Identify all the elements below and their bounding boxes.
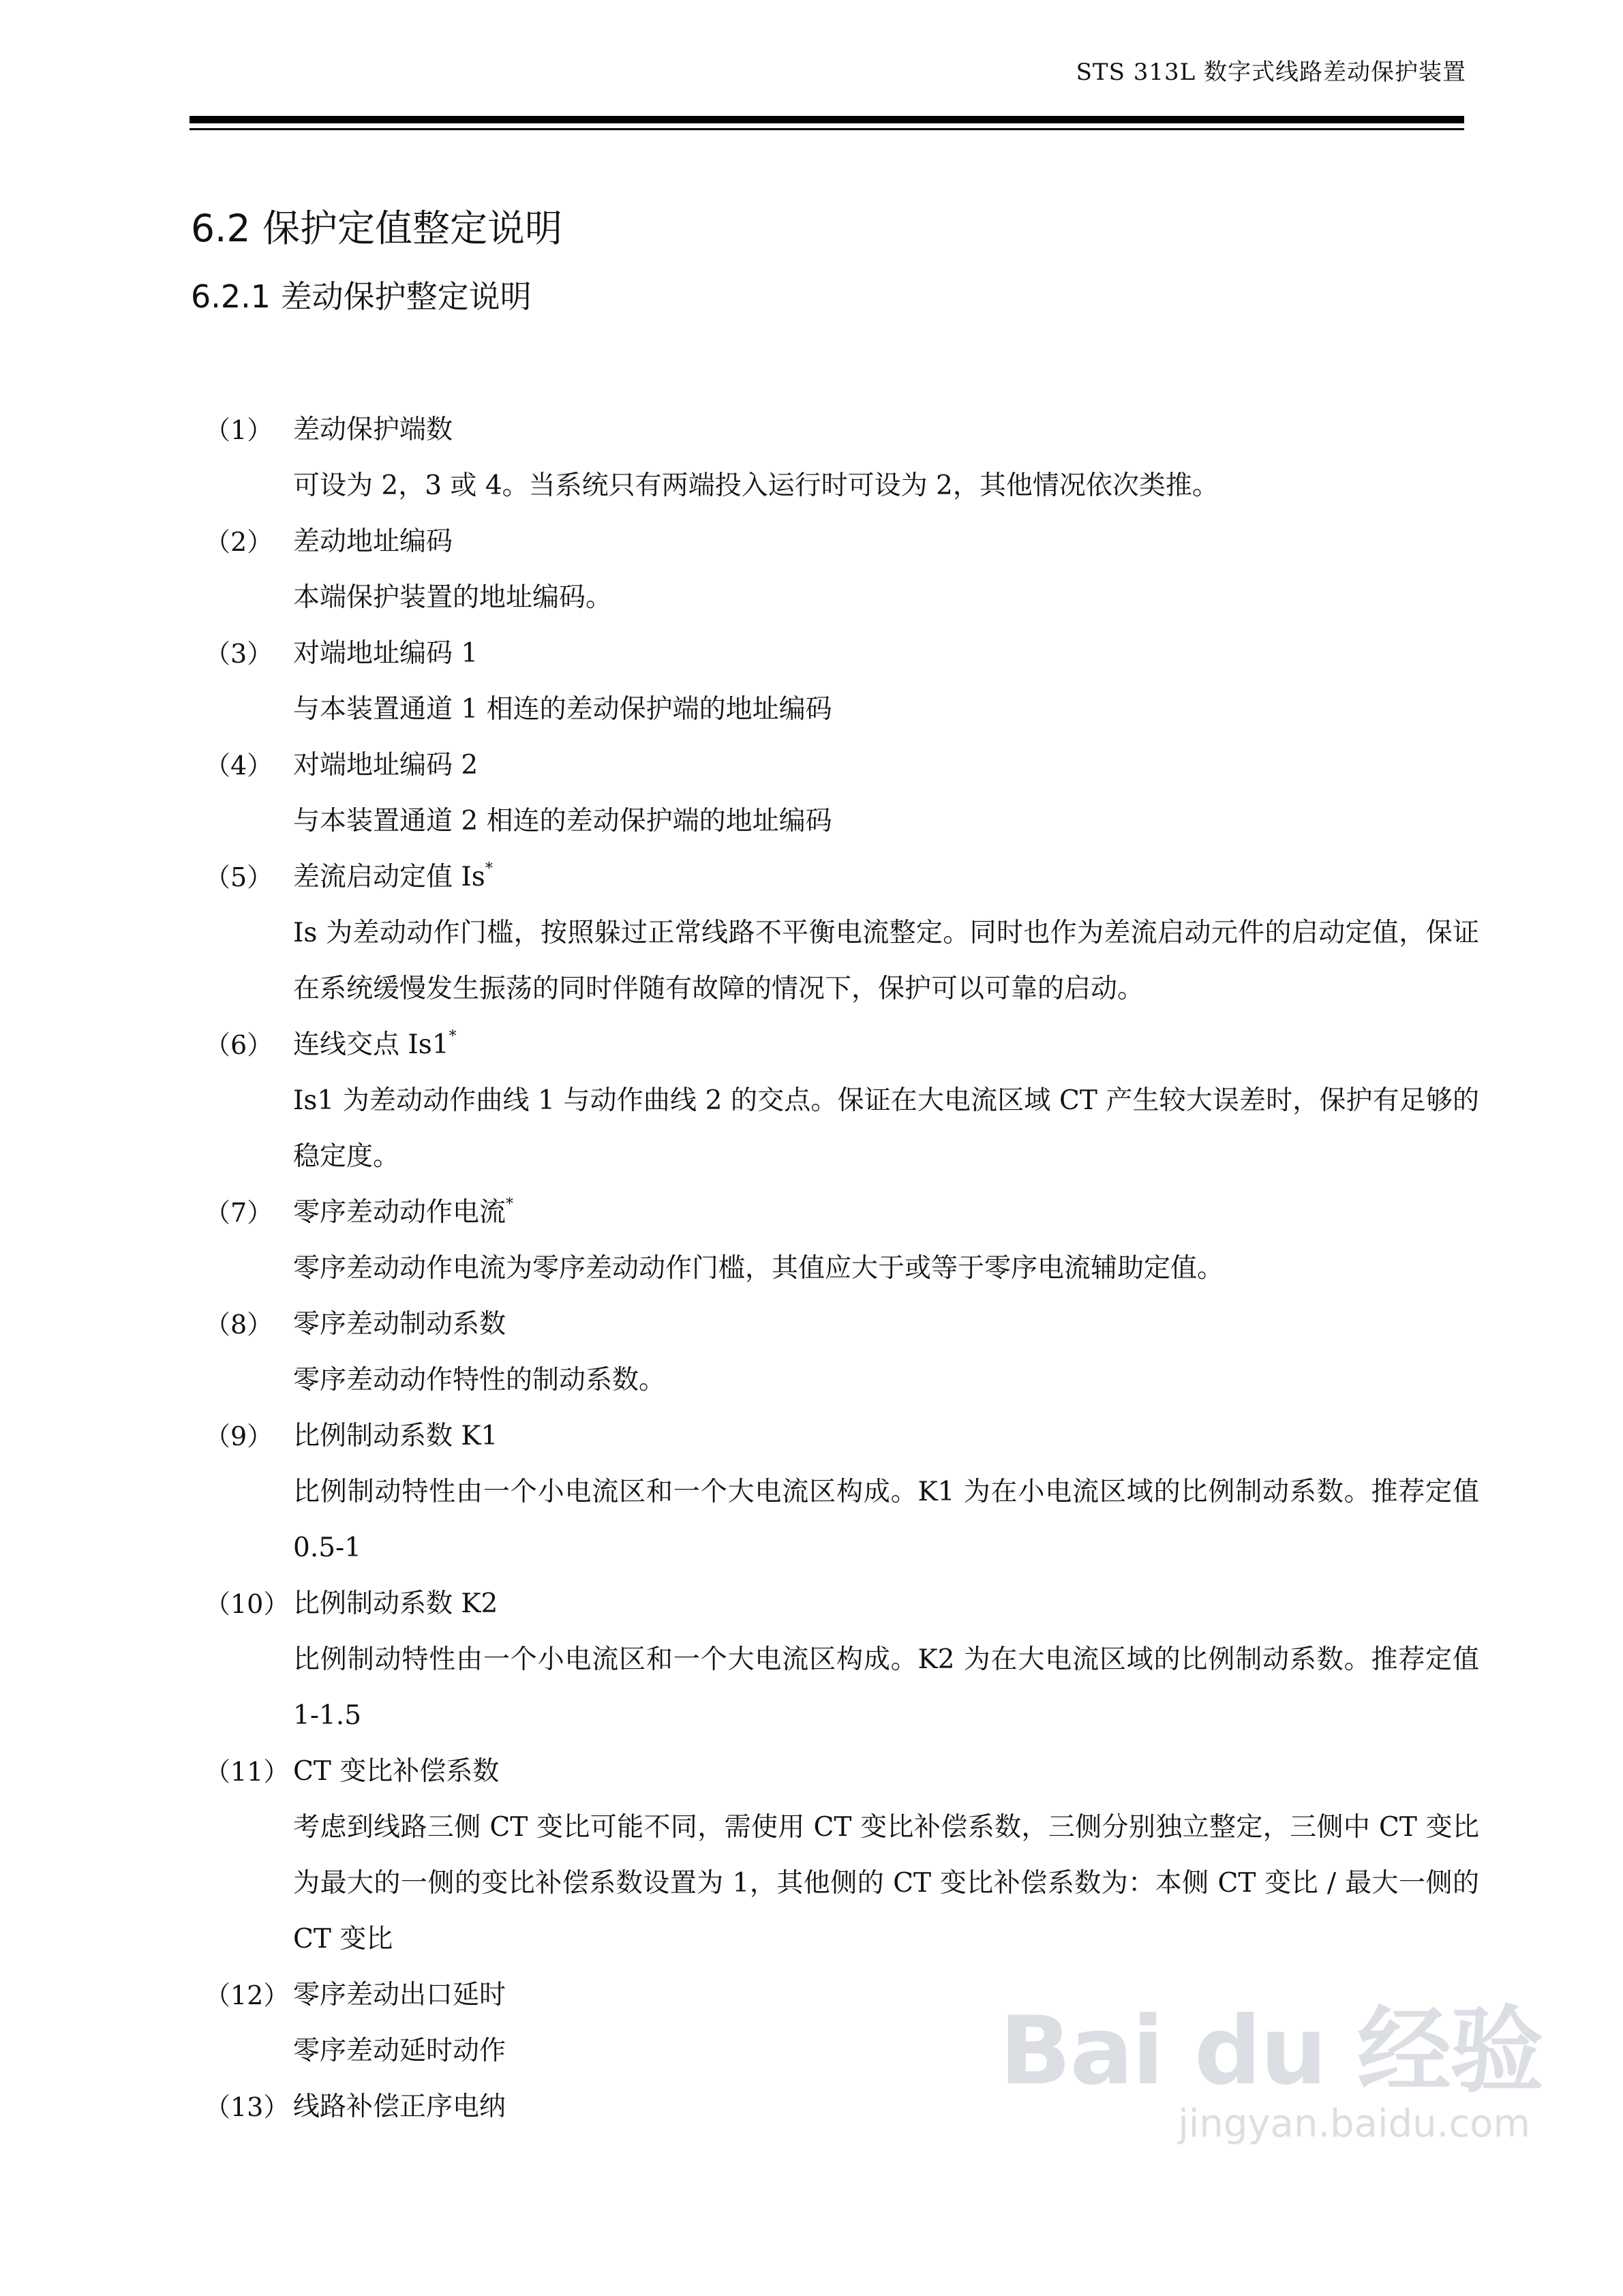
- list-item: [0, 514, 1623, 626]
- header-rule-thick: [189, 116, 1464, 123]
- settings-list: [0, 402, 1623, 2135]
- item-description: 比例制动特性由一个小电流区和一个大电流区构成。K2 为在大电流区域的比例制动系数。推荐定值 1-1.5: [293, 1644, 1479, 1731]
- item-term: 对端地址编码 2: [293, 750, 479, 781]
- item-description: 与本装置通道 1 相连的差动保护端的地址编码: [293, 694, 832, 725]
- item-number: （1）: [204, 415, 273, 445]
- item-description: 可设为 2，3 或 4。当系统只有两端投入运行时可设为 2，其他情况依次类推。: [293, 470, 1219, 501]
- item-term: 零序差动制动系数: [293, 1309, 506, 1340]
- item-term: 连线交点 Is1*: [293, 1028, 457, 1060]
- item-number: （2）: [204, 527, 273, 557]
- item-number: （13）: [204, 2092, 290, 2122]
- baidu-jingyan-watermark: [999, 1976, 1543, 2180]
- item-number: （9）: [204, 1421, 273, 1451]
- list-item: [0, 1017, 1623, 1185]
- page-header-title: STS 313L 数字式线路差动保护装置: [1076, 59, 1466, 86]
- item-term: 零序差动出口延时: [293, 1980, 506, 2010]
- list-item: [0, 1185, 1623, 1297]
- footnote-mark: *: [449, 1028, 457, 1045]
- item-term: 差动保护端数: [293, 414, 453, 445]
- item-number: （4）: [204, 751, 273, 781]
- list-item: [0, 402, 1623, 514]
- item-number: （8）: [204, 1310, 273, 1340]
- item-term: 比例制动系数 K1: [293, 1421, 498, 1451]
- item-description: 考虑到线路三侧 CT 变比可能不同，需使用 CT 变比补偿系数，三侧分别独立整定，三侧中 CT 变比为最大的一侧的变比补偿系数设置为 1，其他侧的 CT 变比补偿系数为：本侧 CT 变比 / 最大一侧的 CT 变比: [293, 1812, 1479, 1954]
- list-item: [0, 849, 1623, 1017]
- item-description: 比例制动特性由一个小电流区和一个大电流区构成。K1 为在小电流区域的比例制动系数。推荐定值 0.5-1: [293, 1477, 1479, 1563]
- list-item: [0, 1744, 1623, 1967]
- item-term: 差动地址编码: [293, 526, 453, 557]
- item-description: Is1 为差动动作曲线 1 与动作曲线 2 的交点。保证在大电流区域 CT 产生较大误差时，保护有足够的稳定度。: [293, 1085, 1479, 1172]
- list-item: [0, 1297, 1623, 1408]
- item-term: 线路补偿正序电纳: [293, 2091, 506, 2122]
- item-term: 对端地址编码 1: [293, 638, 479, 669]
- item-number: （11）: [204, 1757, 290, 1787]
- watermark-logo-text: Bai du 经验: [999, 1996, 1543, 2106]
- header-rule-thin: [189, 128, 1464, 130]
- list-item: [0, 1576, 1623, 1744]
- item-number: （7）: [204, 1198, 273, 1228]
- item-description: 零序差动动作特性的制动系数。: [293, 1365, 666, 1395]
- watermark-url: jingyan.baidu.com: [1178, 2102, 1530, 2146]
- item-term: CT 变比补偿系数: [293, 1756, 500, 1787]
- section-title: 6.2 保护定值整定说明: [191, 207, 562, 250]
- item-description: 零序差动延时动作: [293, 2036, 506, 2066]
- list-item: [0, 738, 1623, 849]
- list-item: [0, 1408, 1623, 1576]
- item-term: 零序差动动作电流*: [293, 1196, 514, 1228]
- item-description: Is 为差动动作门槛，按照躲过正常线路不平衡电流整定。同时也作为差流启动元件的启动定值，保证在系统缓慢发生振荡的同时伴随有故障的情况下，保护可以可靠的启动。: [293, 918, 1479, 1004]
- item-number: （5）: [204, 862, 273, 892]
- item-description: 与本装置通道 2 相连的差动保护端的地址编码: [293, 806, 832, 836]
- footnote-mark: *: [506, 1196, 514, 1213]
- footnote-mark: *: [485, 860, 493, 877]
- list-item: [0, 626, 1623, 738]
- item-number: （6）: [204, 1030, 273, 1060]
- item-term: 差流启动定值 Is*: [293, 860, 493, 892]
- item-term: 比例制动系数 K2: [293, 1588, 498, 1619]
- item-number: （12）: [204, 1980, 290, 2010]
- item-number: （10）: [204, 1589, 290, 1619]
- subsection-title: 6.2.1 差动保护整定说明: [191, 278, 532, 315]
- item-description: 零序差动动作电流为零序差动动作门槛，其值应大于或等于零序电流辅助定值。: [293, 1253, 1224, 1284]
- item-description: 本端保护装置的地址编码。: [293, 582, 613, 613]
- item-number: （3）: [204, 639, 273, 669]
